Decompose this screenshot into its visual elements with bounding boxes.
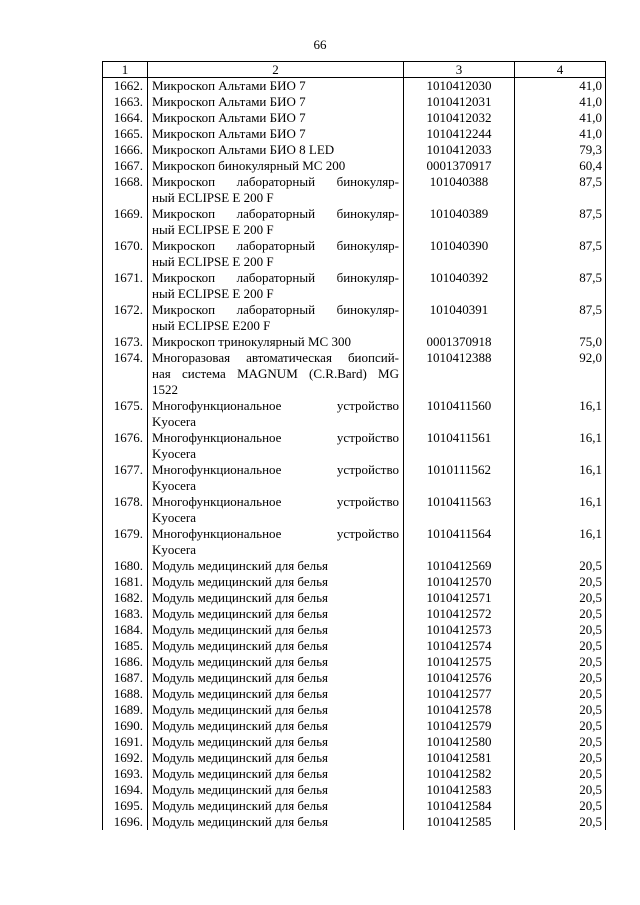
- item-value: 20,5: [515, 750, 606, 766]
- item-name: Модуль медицинский для белья: [148, 750, 404, 766]
- item-value: 20,5: [515, 686, 606, 702]
- row-number: 1692.: [103, 750, 148, 766]
- item-name-line: Многоразовая автоматическая биопсий-: [152, 350, 399, 365]
- item-value: 60,4: [515, 158, 606, 174]
- column-header-2: 2: [148, 62, 404, 78]
- table-row: [103, 174, 606, 206]
- table-row: [103, 142, 606, 158]
- item-value: 16,1: [515, 462, 606, 494]
- item-value: 20,5: [515, 782, 606, 798]
- item-value: 20,5: [515, 574, 606, 590]
- item-name-line: Многофункциональное устройство: [152, 430, 399, 445]
- item-name-line: ный ECLIPSE E 200 F: [152, 254, 274, 269]
- table-row: [103, 734, 606, 750]
- item-value: 20,5: [515, 702, 606, 718]
- row-number: 1669.: [103, 206, 148, 238]
- row-number: 1690.: [103, 718, 148, 734]
- table-row: [103, 270, 606, 302]
- item-value: 92,0: [515, 350, 606, 398]
- inventory-code: 1010412578: [404, 702, 515, 718]
- inventory-code: 1010412583: [404, 782, 515, 798]
- inventory-code: 1010412573: [404, 622, 515, 638]
- item-name-line: Микроскоп лабораторный бинокуляр-: [152, 206, 399, 221]
- table-row: [103, 670, 606, 686]
- item-name-line: Микроскоп лабораторный бинокуляр-: [152, 302, 399, 317]
- item-value: 16,1: [515, 526, 606, 558]
- row-number: 1662.: [103, 78, 148, 95]
- row-number: 1673.: [103, 334, 148, 350]
- row-number: 1677.: [103, 462, 148, 494]
- table-row: [103, 158, 606, 174]
- table-row: [103, 302, 606, 334]
- table-row: [103, 238, 606, 270]
- table-row: [103, 574, 606, 590]
- item-value: 87,5: [515, 238, 606, 270]
- item-name: Микроскоп Альтами БИО 7: [148, 78, 404, 95]
- item-value: 20,5: [515, 670, 606, 686]
- item-name: Модуль медицинский для белья: [148, 606, 404, 622]
- column-header-4: 4: [515, 62, 606, 78]
- item-name: Модуль медицинский для белья: [148, 766, 404, 782]
- inventory-code: 1010412570: [404, 574, 515, 590]
- item-value: 20,5: [515, 766, 606, 782]
- table-row: [103, 686, 606, 702]
- item-value: 79,3: [515, 142, 606, 158]
- item-name: [148, 238, 404, 270]
- row-number: 1694.: [103, 782, 148, 798]
- item-name: Модуль медицинский для белья: [148, 814, 404, 830]
- item-value: 75,0: [515, 334, 606, 350]
- inventory-code: 1010412033: [404, 142, 515, 158]
- table-row: [103, 94, 606, 110]
- item-name: [148, 398, 404, 430]
- item-name: Модуль медицинский для белья: [148, 702, 404, 718]
- item-name: Микроскоп Альтами БИО 7: [148, 126, 404, 142]
- item-value: 20,5: [515, 606, 606, 622]
- row-number: 1682.: [103, 590, 148, 606]
- row-number: 1667.: [103, 158, 148, 174]
- inventory-code: 1010412572: [404, 606, 515, 622]
- row-number: 1686.: [103, 654, 148, 670]
- inventory-code: 1010412032: [404, 110, 515, 126]
- item-name: Модуль медицинский для белья: [148, 670, 404, 686]
- item-value: 16,1: [515, 430, 606, 462]
- row-number: 1670.: [103, 238, 148, 270]
- item-name-line: Многофункциональное устройство: [152, 526, 399, 541]
- table-row: [103, 750, 606, 766]
- item-name-line: Kyocera: [152, 510, 197, 525]
- item-value: 87,5: [515, 174, 606, 206]
- inventory-code: 1010412584: [404, 798, 515, 814]
- item-value: 20,5: [515, 654, 606, 670]
- item-name-line: Kyocera: [152, 542, 197, 557]
- inventory-code: 1010412582: [404, 766, 515, 782]
- item-value: 20,5: [515, 798, 606, 814]
- register-table: [102, 61, 606, 830]
- item-name-line: Многофункциональное устройство: [152, 462, 399, 477]
- item-value: 16,1: [515, 494, 606, 526]
- item-value: 41,0: [515, 126, 606, 142]
- table-row: [103, 494, 606, 526]
- inventory-code: 1010412575: [404, 654, 515, 670]
- item-value: 20,5: [515, 814, 606, 830]
- table-row: [103, 430, 606, 462]
- item-name: [148, 494, 404, 526]
- table-row: [103, 654, 606, 670]
- item-name-line: ный ECLIPSE E 200 F: [152, 190, 274, 205]
- table-row: [103, 766, 606, 782]
- table-row: [103, 526, 606, 558]
- table-row: [103, 462, 606, 494]
- item-value: 41,0: [515, 78, 606, 95]
- column-header-1: 1: [103, 62, 148, 78]
- item-value: 16,1: [515, 398, 606, 430]
- row-number: 1687.: [103, 670, 148, 686]
- row-number: 1671.: [103, 270, 148, 302]
- table-row: [103, 398, 606, 430]
- row-number: 1681.: [103, 574, 148, 590]
- item-name-line: Kyocera: [152, 414, 197, 429]
- item-name: [148, 206, 404, 238]
- row-number: 1666.: [103, 142, 148, 158]
- item-name-line: Микроскоп лабораторный бинокуляр-: [152, 270, 399, 285]
- table-header-row: [103, 62, 606, 78]
- inventory-code: 1010412579: [404, 718, 515, 734]
- inventory-code: 1010412030: [404, 78, 515, 95]
- item-name: Микроскоп бинокулярный МС 200: [148, 158, 404, 174]
- item-name: Модуль медицинский для белья: [148, 590, 404, 606]
- inventory-code: 1010411560: [404, 398, 515, 430]
- inventory-code: 1010411561: [404, 430, 515, 462]
- item-name: Микроскоп тринокулярный МС 300: [148, 334, 404, 350]
- item-value: 87,5: [515, 270, 606, 302]
- item-name: [148, 430, 404, 462]
- inventory-code: 1010412574: [404, 638, 515, 654]
- inventory-code: 1010412571: [404, 590, 515, 606]
- row-number: 1674.: [103, 350, 148, 398]
- item-value: 20,5: [515, 590, 606, 606]
- inventory-code: 1010411563: [404, 494, 515, 526]
- item-value: 20,5: [515, 638, 606, 654]
- inventory-code: 1010111562: [404, 462, 515, 494]
- table-row: [103, 350, 606, 398]
- item-name: Модуль медицинский для белья: [148, 686, 404, 702]
- row-number: 1676.: [103, 430, 148, 462]
- table-row: [103, 702, 606, 718]
- table-row: [103, 638, 606, 654]
- row-number: 1679.: [103, 526, 148, 558]
- row-number: 1680.: [103, 558, 148, 574]
- inventory-code: 101040391: [404, 302, 515, 334]
- row-number: 1691.: [103, 734, 148, 750]
- inventory-code: 1010412577: [404, 686, 515, 702]
- table-row: [103, 622, 606, 638]
- inventory-code: 1010412585: [404, 814, 515, 830]
- row-number: 1685.: [103, 638, 148, 654]
- page-number: 66: [313, 37, 327, 52]
- item-value: 20,5: [515, 734, 606, 750]
- table-row: [103, 814, 606, 830]
- table-row: [103, 782, 606, 798]
- item-name: Микроскоп Альтами БИО 8 LED: [148, 142, 404, 158]
- item-name: Модуль медицинский для белья: [148, 622, 404, 638]
- row-number: 1689.: [103, 702, 148, 718]
- item-value: 20,5: [515, 718, 606, 734]
- inventory-code: 101040389: [404, 206, 515, 238]
- row-number: 1665.: [103, 126, 148, 142]
- row-number: 1684.: [103, 622, 148, 638]
- item-name-line: Kyocera: [152, 446, 197, 461]
- item-name: [148, 350, 404, 398]
- item-name: Модуль медицинский для белья: [148, 654, 404, 670]
- item-name-line: Kyocera: [152, 478, 197, 493]
- table-row: [103, 78, 606, 95]
- inventory-code: 1010412580: [404, 734, 515, 750]
- row-number: 1695.: [103, 798, 148, 814]
- table-row: [103, 590, 606, 606]
- item-name: Модуль медицинский для белья: [148, 718, 404, 734]
- row-number: 1696.: [103, 814, 148, 830]
- item-name: Модуль медицинский для белья: [148, 574, 404, 590]
- row-number: 1688.: [103, 686, 148, 702]
- item-value: 41,0: [515, 110, 606, 126]
- inventory-code: 1010412388: [404, 350, 515, 398]
- item-name: [148, 270, 404, 302]
- row-number: 1683.: [103, 606, 148, 622]
- item-name: Модуль медицинский для белья: [148, 734, 404, 750]
- table-row: [103, 606, 606, 622]
- table-body: [103, 78, 606, 831]
- item-name: Модуль медицинский для белья: [148, 638, 404, 654]
- inventory-code: 1010412244: [404, 126, 515, 142]
- inventory-code: 101040392: [404, 270, 515, 302]
- item-name-line: Многофункциональное устройство: [152, 398, 399, 413]
- table-row: [103, 718, 606, 734]
- row-number: 1675.: [103, 398, 148, 430]
- item-value: 20,5: [515, 622, 606, 638]
- table-row: [103, 110, 606, 126]
- item-name: [148, 302, 404, 334]
- inventory-code: 1010412576: [404, 670, 515, 686]
- item-name-line: Многофункциональное устройство: [152, 494, 399, 509]
- inventory-code: 1010412569: [404, 558, 515, 574]
- row-number: 1668.: [103, 174, 148, 206]
- item-value: 20,5: [515, 558, 606, 574]
- item-name: Модуль медицинский для белья: [148, 558, 404, 574]
- table-row: [103, 126, 606, 142]
- item-name-line: Микроскоп лабораторный бинокуляр-: [152, 174, 399, 189]
- item-name: [148, 462, 404, 494]
- inventory-code: 0001370917: [404, 158, 515, 174]
- item-name: [148, 526, 404, 558]
- item-name: Модуль медицинский для белья: [148, 782, 404, 798]
- item-name: [148, 174, 404, 206]
- item-value: 41,0: [515, 94, 606, 110]
- item-name-line: Микроскоп лабораторный бинокуляр-: [152, 238, 399, 253]
- item-name-line: ный ECLIPSE E 200 F: [152, 222, 274, 237]
- item-name-line: ный ECLIPSE E 200 F: [152, 286, 274, 301]
- item-name-line: ная система MAGNUM (C.R.Bard) MG: [152, 366, 399, 381]
- item-name: Микроскоп Альтами БИО 7: [148, 94, 404, 110]
- item-name-line: 1522: [152, 382, 178, 397]
- table-row: [103, 558, 606, 574]
- table-row: [103, 206, 606, 238]
- row-number: 1693.: [103, 766, 148, 782]
- inventory-code: 101040388: [404, 174, 515, 206]
- inventory-code: 101040390: [404, 238, 515, 270]
- table-row: [103, 798, 606, 814]
- inventory-code: 1010412031: [404, 94, 515, 110]
- item-value: 87,5: [515, 302, 606, 334]
- item-value: 87,5: [515, 206, 606, 238]
- table-row: [103, 334, 606, 350]
- row-number: 1678.: [103, 494, 148, 526]
- inventory-code: 1010411564: [404, 526, 515, 558]
- column-header-3: 3: [404, 62, 515, 78]
- inventory-code: 0001370918: [404, 334, 515, 350]
- item-name-line: ный ECLIPSE E200 F: [152, 318, 271, 333]
- row-number: 1664.: [103, 110, 148, 126]
- item-name: Модуль медицинский для белья: [148, 798, 404, 814]
- row-number: 1672.: [103, 302, 148, 334]
- row-number: 1663.: [103, 94, 148, 110]
- inventory-code: 1010412581: [404, 750, 515, 766]
- item-name: Микроскоп Альтами БИО 7: [148, 110, 404, 126]
